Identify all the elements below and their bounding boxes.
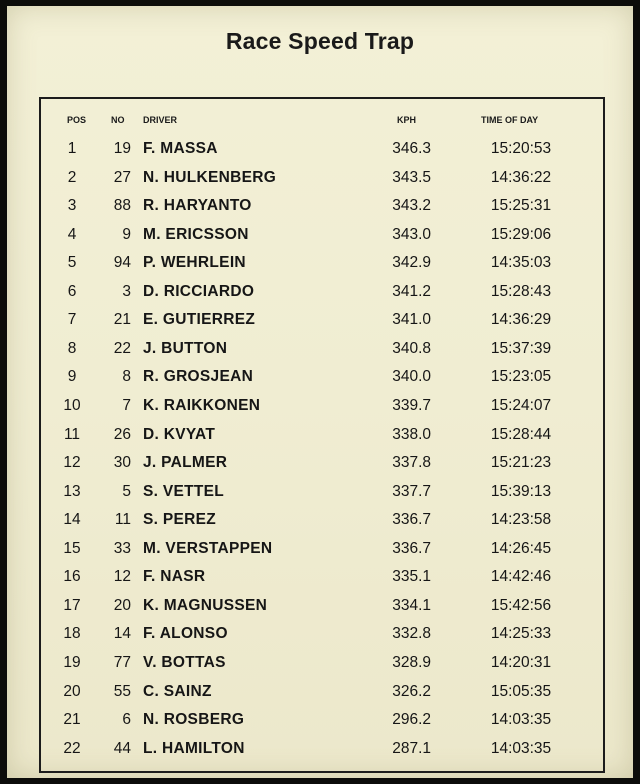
row-driver-name: P. WEHRLEIN — [143, 254, 246, 272]
row-speed-kph: 339.7 — [392, 396, 431, 414]
row-car-number: 14 — [113, 625, 131, 643]
table-row — [41, 482, 603, 510]
row-position: 21 — [63, 711, 81, 728]
row-position: 20 — [63, 682, 81, 700]
row-position: 18 — [63, 625, 81, 643]
row-time-of-day: 15:25:31 — [490, 197, 552, 215]
row-position: 11 — [63, 425, 81, 443]
header-kph: KPH — [397, 115, 417, 125]
row-car-number: 9 — [122, 225, 131, 243]
row-position: 7 — [67, 311, 77, 329]
row-position: 2 — [67, 168, 77, 186]
row-driver-name: R. HARYANTO — [143, 197, 252, 215]
row-driver-name: K. RAIKKONEN — [143, 396, 261, 414]
row-time-of-day: 14:23:58 — [490, 511, 552, 529]
row-driver-name: D. RICCIARDO — [143, 282, 255, 300]
row-speed-kph: 343.2 — [392, 197, 431, 215]
row-position: 8 — [67, 339, 77, 357]
row-driver-name: F. MASSA — [143, 140, 218, 157]
row-car-number: 55 — [113, 682, 131, 700]
row-speed-kph: 337.7 — [392, 482, 431, 500]
document-page — [7, 6, 633, 778]
row-position: 10 — [63, 396, 81, 414]
row-driver-name: J. PALMER — [143, 454, 228, 472]
row-speed-kph: 326.2 — [392, 682, 431, 700]
header-driver: DRIVER — [143, 115, 178, 125]
row-driver-name: K. MAGNUSSEN — [143, 596, 268, 614]
row-position: 3 — [67, 197, 77, 215]
row-time-of-day: 14:03:35 — [490, 711, 552, 728]
table-row — [41, 425, 603, 453]
table-row — [41, 253, 603, 281]
row-time-of-day: 15:28:43 — [490, 282, 552, 300]
table-row — [41, 710, 603, 738]
row-time-of-day: 15:20:53 — [490, 140, 552, 157]
table-row — [41, 653, 603, 681]
row-speed-kph: 296.2 — [392, 711, 431, 728]
row-time-of-day: 15:23:05 — [490, 368, 552, 386]
row-time-of-day: 15:37:39 — [490, 339, 552, 357]
table-row — [41, 139, 603, 167]
row-speed-kph: 336.7 — [392, 511, 431, 529]
row-time-of-day: 15:39:13 — [490, 482, 552, 500]
row-time-of-day: 15:05:35 — [490, 682, 552, 700]
table-row — [41, 396, 603, 424]
row-position: 15 — [63, 539, 81, 557]
row-speed-kph: 346.3 — [392, 140, 431, 157]
table-row — [41, 367, 603, 395]
row-speed-kph: 328.9 — [392, 653, 431, 671]
row-car-number: 8 — [122, 368, 131, 386]
row-speed-kph: 287.1 — [392, 739, 431, 757]
row-speed-kph: 334.1 — [392, 596, 431, 614]
row-driver-name: V. BOTTAS — [143, 653, 226, 671]
row-time-of-day: 14:42:46 — [490, 568, 552, 586]
header-no: NO — [111, 115, 125, 125]
row-position: 4 — [67, 225, 77, 243]
row-position: 12 — [63, 454, 81, 472]
row-time-of-day: 15:24:07 — [490, 396, 552, 414]
row-driver-name: M. VERSTAPPEN — [143, 539, 273, 557]
table-row — [41, 196, 603, 224]
row-driver-name: J. BUTTON — [143, 339, 228, 357]
table-row — [41, 282, 603, 310]
row-speed-kph: 336.7 — [392, 539, 431, 557]
row-speed-kph: 340.0 — [392, 368, 431, 386]
row-driver-name: S. PEREZ — [143, 511, 217, 529]
row-car-number: 5 — [122, 482, 131, 500]
row-time-of-day: 15:29:06 — [490, 225, 552, 243]
table-row — [41, 539, 603, 567]
table-row — [41, 225, 603, 253]
row-speed-kph: 343.5 — [392, 168, 431, 186]
row-driver-name: F. ALONSO — [143, 625, 228, 643]
row-car-number: 30 — [113, 454, 131, 472]
row-driver-name: D. KVYAT — [143, 425, 216, 443]
row-driver-name: F. NASR — [143, 568, 206, 586]
row-position: 13 — [63, 482, 81, 500]
header-pos: POS — [67, 115, 87, 125]
row-car-number: 26 — [113, 425, 131, 443]
row-car-number: 94 — [113, 254, 131, 272]
row-position: 17 — [63, 596, 81, 614]
row-position: 1 — [67, 140, 77, 157]
table-row — [41, 624, 603, 652]
table-row — [41, 567, 603, 595]
row-position: 22 — [63, 739, 81, 757]
row-driver-name: N. HULKENBERG — [143, 168, 277, 186]
row-time-of-day: 14:36:29 — [490, 311, 552, 329]
row-driver-name: E. GUTIERREZ — [143, 311, 256, 329]
row-position: 9 — [67, 368, 77, 386]
table-row — [41, 682, 603, 710]
row-car-number: 11 — [114, 511, 131, 529]
row-car-number: 6 — [122, 711, 131, 728]
row-driver-name: S. VETTEL — [143, 482, 225, 500]
row-time-of-day: 14:03:35 — [490, 739, 552, 757]
row-car-number: 12 — [113, 568, 131, 586]
table-row — [41, 339, 603, 367]
row-driver-name: C. SAINZ — [143, 682, 212, 700]
row-car-number: 88 — [113, 197, 131, 215]
row-car-number: 7 — [122, 396, 131, 414]
table-row — [41, 453, 603, 481]
row-car-number: 33 — [113, 539, 131, 557]
row-position: 5 — [67, 254, 77, 272]
row-car-number: 44 — [113, 739, 131, 757]
row-driver-name: L. HAMILTON — [143, 739, 245, 757]
row-speed-kph: 332.8 — [392, 625, 431, 643]
row-time-of-day: 15:28:44 — [490, 425, 552, 443]
row-speed-kph: 341.2 — [392, 282, 431, 300]
row-time-of-day: 14:20:31 — [490, 653, 552, 671]
row-car-number: 20 — [113, 596, 131, 614]
row-car-number: 77 — [113, 653, 131, 671]
row-car-number: 27 — [113, 168, 131, 186]
row-speed-kph: 338.0 — [392, 425, 431, 443]
row-speed-kph: 335.1 — [392, 568, 431, 586]
row-position: 16 — [63, 568, 81, 586]
row-speed-kph: 340.8 — [392, 339, 431, 357]
row-speed-kph: 343.0 — [392, 225, 431, 243]
row-driver-name: N. ROSBERG — [143, 711, 245, 728]
row-driver-name: R. GROSJEAN — [143, 368, 254, 386]
row-time-of-day: 14:35:03 — [490, 254, 552, 272]
row-speed-kph: 337.8 — [392, 454, 431, 472]
row-car-number: 22 — [113, 339, 131, 357]
row-time-of-day: 15:42:56 — [490, 596, 552, 614]
row-position: 19 — [63, 653, 81, 671]
row-car-number: 3 — [122, 282, 131, 300]
row-time-of-day: 14:36:22 — [490, 168, 552, 186]
row-car-number: 19 — [113, 140, 131, 157]
table-row — [41, 168, 603, 196]
row-car-number: 21 — [113, 311, 131, 329]
results-table — [39, 97, 605, 773]
table-row — [41, 510, 603, 538]
table-row — [41, 310, 603, 338]
table-row — [41, 739, 603, 767]
row-position: 6 — [67, 282, 77, 300]
page-title: Race Speed Trap — [225, 28, 415, 54]
row-time-of-day: 14:26:45 — [490, 539, 552, 557]
row-driver-name: M. ERICSSON — [143, 225, 249, 243]
table-row — [41, 596, 603, 624]
row-speed-kph: 342.9 — [392, 254, 431, 272]
row-speed-kph: 341.0 — [392, 311, 431, 329]
row-time-of-day: 14:25:33 — [490, 625, 552, 643]
header-time-of-day: TIME OF DAY — [481, 115, 539, 125]
row-position: 14 — [63, 511, 81, 529]
row-time-of-day: 15:21:23 — [490, 454, 552, 472]
